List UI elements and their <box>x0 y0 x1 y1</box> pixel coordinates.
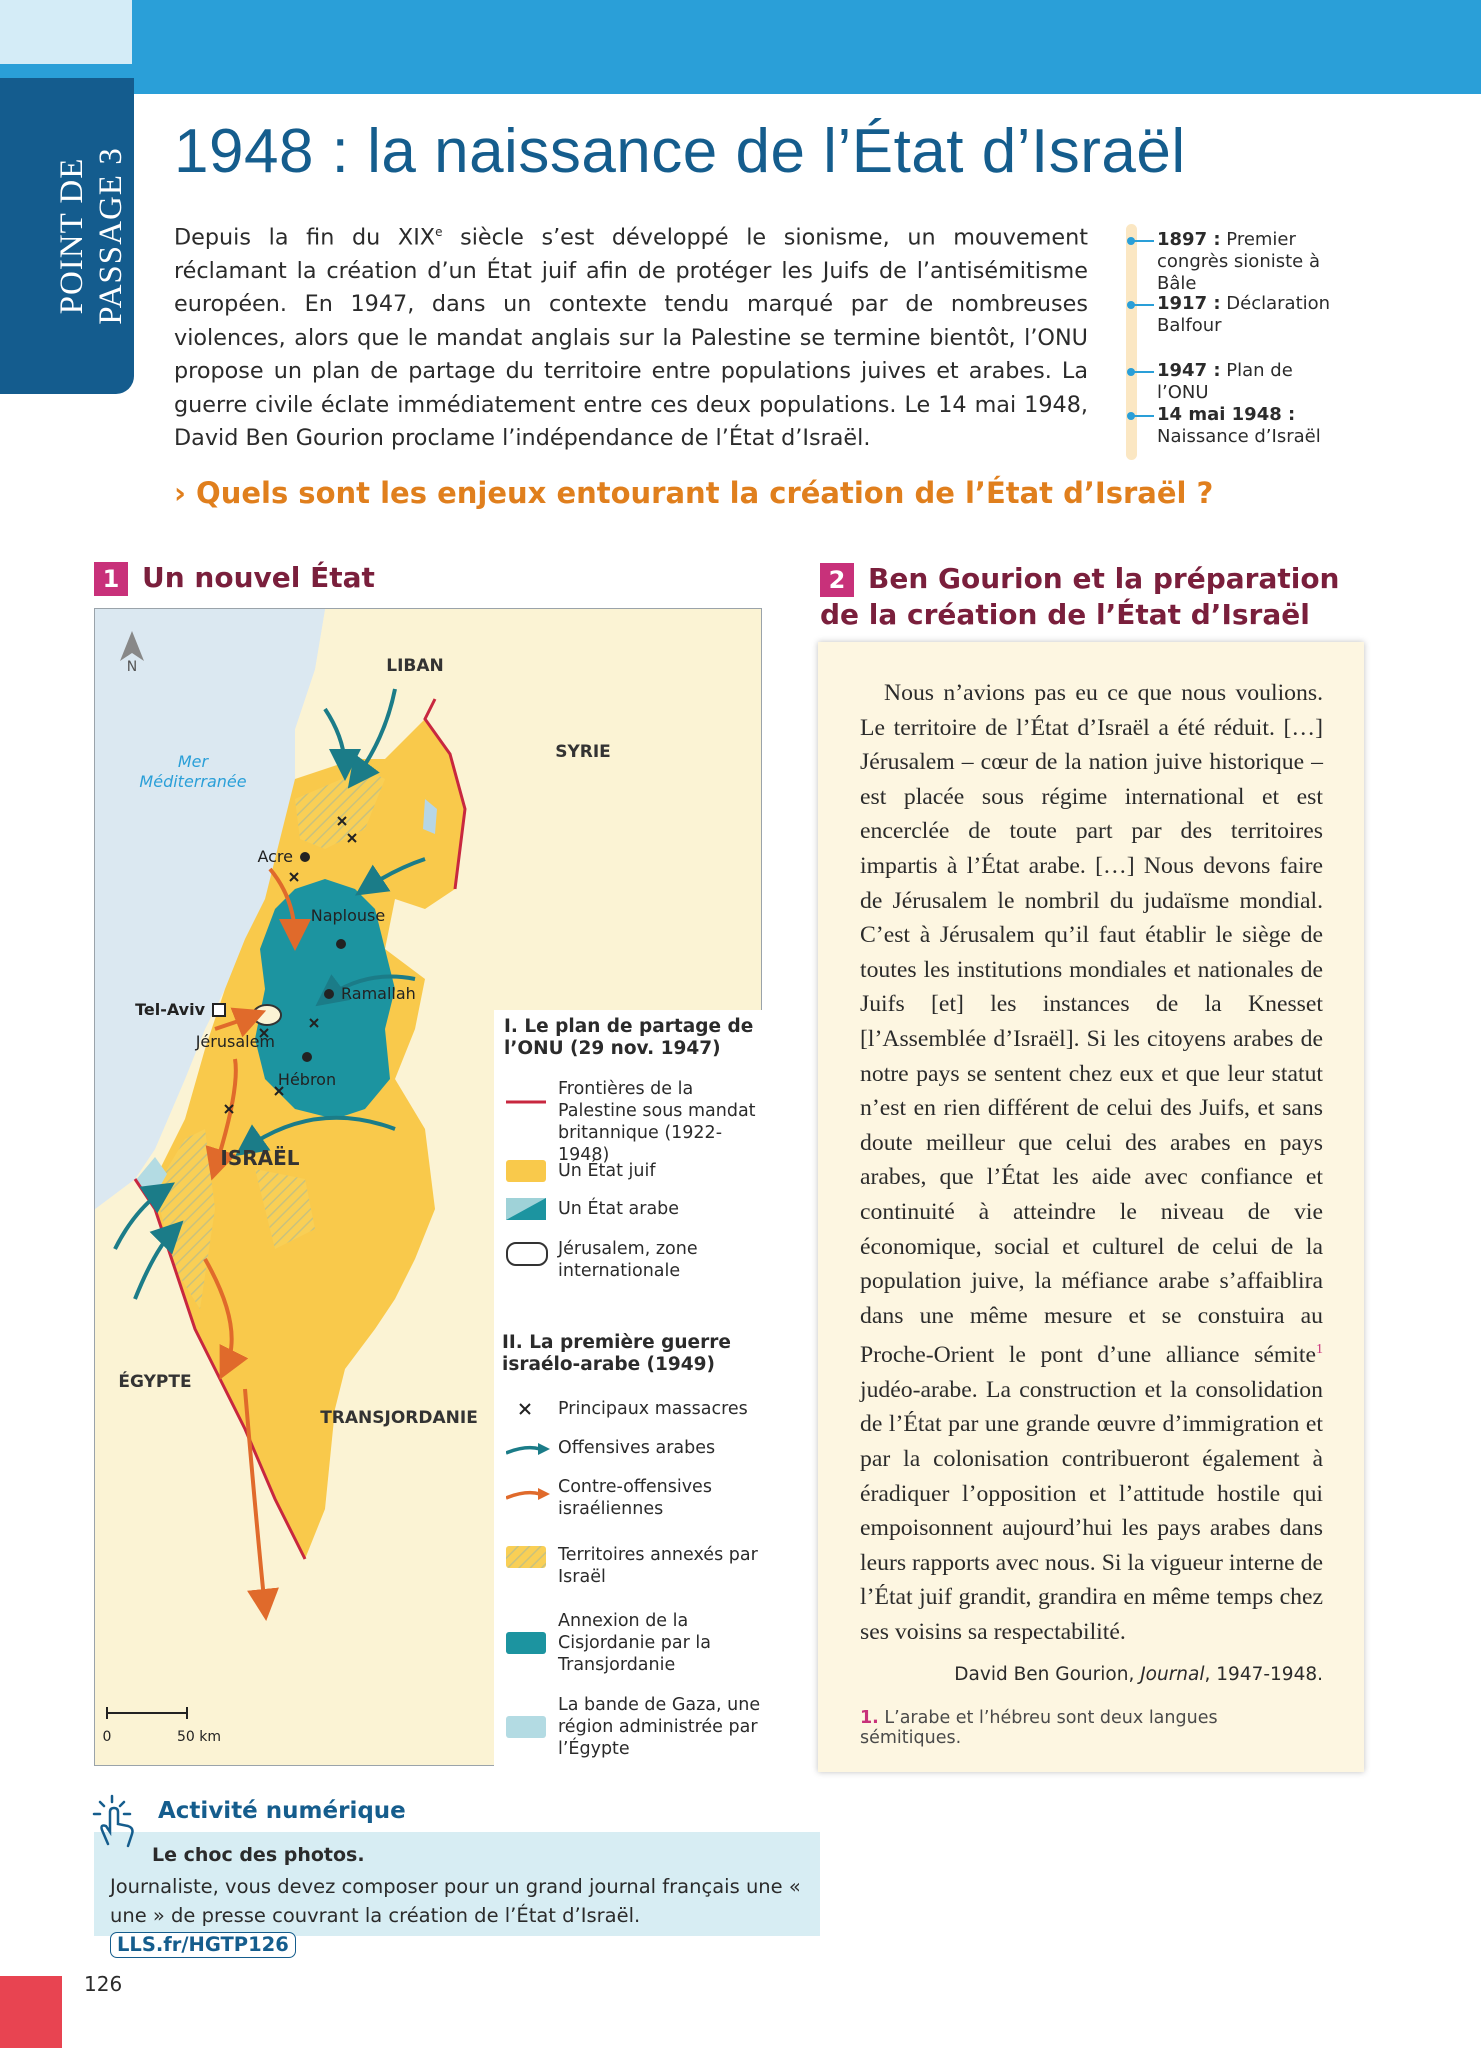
page-number: 126 <box>84 1972 123 1996</box>
footnote-ref: 1 <box>1316 1342 1323 1358</box>
timeline-text: Naissance d’Israël <box>1157 426 1321 447</box>
label-acre: Acre <box>257 847 293 866</box>
quote-source <box>860 1664 1323 1685</box>
activity-subtitle: Le choc des photos. <box>152 1844 365 1866</box>
timeline-item <box>1130 360 1350 404</box>
legend-border-symbol <box>506 1098 546 1106</box>
label-sea2: Méditerranée <box>139 772 247 791</box>
legend-item-gaza <box>494 1694 762 1764</box>
top-banner-accent <box>0 0 132 64</box>
timeline-date: 1917 : <box>1157 293 1221 314</box>
activity-description: Journaliste, vous devez composer pour un grand journal français une « une » de presse couvrant la création de l’État d’Israël. <box>110 1875 801 1927</box>
legend-text: Principaux massacres <box>558 1399 748 1419</box>
intro-paragraph <box>174 216 1088 456</box>
quote-part1: Nous n’avions pas eu ce que nous voulions. Le territoire de l’État d’Israël a été réduit. […] Jérusalem – cœur de la nation juive historique – est placée sous régime international et est encerclée de toute part par des territoires impartis à l’État arabe. […] Nous devons faire de Jérusalem le nombril du judaïsme mondial. C’est à Jérusalem qu’il faut établir le siège de toutes les institutions mondiales et nationales de Juifs [et] les instances de la Knesset [l’Assemblée d’Israël]. Si les citoyens arabes de notre pays se sentent chez eux et que leur statut n’est en rien différent de celui des Juifs, et sans doute meilleur que celui des arabes en pays arabes, que l’État les aide avec confiance et continuité à atteindre le niveau de vie économique, social et culturel de celui de la population juive, la méfiance arabe s’affaiblira dans une même mesure et se constuira au Proche-Orient le pont d’une alliance sémite <box>860 680 1323 1369</box>
legend-arab-symbol <box>506 1198 546 1222</box>
footnote <box>860 1708 1323 1748</box>
scale-50: 50 km <box>176 1729 222 1745</box>
doc2-title-line2: de la création de l’État d’Israël <box>820 598 1310 631</box>
north-label: N <box>126 659 138 675</box>
doc1-number: 1 <box>94 562 128 596</box>
jerusalem-zone <box>253 1005 281 1025</box>
legend-item-annexed <box>494 1544 762 1590</box>
label-jerusalem: Jérusalem <box>195 1032 275 1051</box>
map-legend <box>494 1010 762 1766</box>
timeline-item <box>1130 229 1350 295</box>
timeline-item <box>1130 404 1350 448</box>
source-author: David Ben Gourion, <box>954 1664 1141 1685</box>
city-ramallah <box>324 989 334 999</box>
legend-text: Un État arabe <box>558 1199 680 1219</box>
page-title: 1948 : la naissance de l’État d’Israël <box>174 117 1186 186</box>
legend-gaza-symbol <box>506 1716 546 1740</box>
top-banner <box>0 0 1481 94</box>
legend-text: Annexion de la Cisjordanie par la Transjordanie <box>558 1611 711 1675</box>
label-hebron: Hébron <box>277 1070 337 1089</box>
key-question: › Quels sont les enjeux entourant la création de l’État d’Israël ? <box>174 476 1214 510</box>
section-tab-line2: PASSAGE 3 <box>93 147 129 325</box>
activity-title: Activité numérique <box>158 1798 406 1824</box>
legend-section2-title: II. La première guerre israélo-arabe (1949) <box>502 1332 731 1375</box>
footnote-number: 1. <box>860 1708 879 1728</box>
city-telaviv <box>213 1004 225 1016</box>
label-egypte: ÉGYPTE <box>118 1372 192 1392</box>
quote-part2: judéo-arabe. La construction et la consolidation de l’État par une grande œuvre d’immigration et par la colonisation contribueront également à éradiquer l’opposition et l’attitude hostile qui empoisonnent aujourd’hui les pays arabes dans leurs rapports avec nous. Si la vigueur interne de l’État juif grandit, grandira en même temps chez ses voisins sa respectabilité. <box>860 1376 1323 1645</box>
footnote-text: L’arabe et l’hébreu sont deux langues sémitiques. <box>860 1708 1218 1748</box>
intro-sup: e <box>435 225 443 239</box>
label-syrie: SYRIE <box>555 742 611 762</box>
label-transjordanie: TRANSJORDANIE <box>320 1408 478 1428</box>
timeline-date: 1897 : <box>1157 229 1221 250</box>
legend-text: Territoires annexés par Israël <box>558 1545 758 1587</box>
city-acre <box>300 852 310 862</box>
legend-text: Jérusalem, zone internationale <box>558 1239 698 1281</box>
section-tab-label <box>0 78 134 394</box>
timeline-text: Plan de l’ONU <box>1157 360 1293 403</box>
doc2-heading <box>820 561 1340 633</box>
legend-text: Un État juif <box>558 1161 656 1181</box>
label-liban: LIBAN <box>386 656 444 676</box>
label-israel: ISRAËL <box>220 1146 300 1170</box>
timeline-text: Déclaration Balfour <box>1157 293 1331 336</box>
legend-israeli-arrow-symbol <box>506 1486 550 1502</box>
legend-text: Offensives arabes <box>558 1438 716 1458</box>
label-telaviv: Tel-Aviv <box>135 1000 205 1019</box>
label-naplouse: Naplouse <box>310 906 386 925</box>
city-hebron <box>302 1052 312 1062</box>
touch-hand-icon <box>84 1790 140 1852</box>
legend-cisjordanie-symbol <box>506 1632 546 1656</box>
timeline-date: 14 mai 1948 : <box>1157 404 1296 425</box>
doc1-title: Un nouvel État <box>142 561 375 594</box>
legend-annexed-symbol <box>506 1546 546 1570</box>
legend-jerusalem-symbol <box>506 1242 548 1268</box>
source-years: , 1947-1948. <box>1204 1664 1323 1685</box>
source-work: Journal <box>1140 1664 1205 1685</box>
page-color-tab <box>0 1976 62 2048</box>
intro-part2: siècle s’est développé le sionisme, un mouvement réclamant la création d’un État juif afin de protéger les Juifs de l’antisémitisme européen. En 1947, dans un contexte tendu marqué par de nombreuses violences, alors que le mandat anglais sur la Palestine se termine bientôt, l’ONU propose un plan de partage du territoire entre populations juives et arabes. La guerre civile éclate immédiatement entre ces deux populations. Le 14 mai 1948, David Ben Gourion proclame l’indépendance de l’État d’Israël. <box>174 224 1088 452</box>
doc2-number: 2 <box>820 563 854 597</box>
activity-text <box>110 1872 810 1959</box>
legend-section1-title: I. Le plan de partage de l’ONU (29 nov. 1947) <box>504 1016 754 1059</box>
timeline-text: Premier congrès sioniste à Bâle <box>1157 229 1320 294</box>
legend-text: La bande de Gaza, une région administrée par l’Égypte <box>558 1695 761 1759</box>
legend-arab-arrow-symbol <box>506 1441 550 1457</box>
intro-part1: Depuis la fin du XIX <box>174 224 436 251</box>
legend-text: Contre-offensives israéliennes <box>558 1477 712 1519</box>
label-ramallah: Ramallah <box>341 984 416 1003</box>
activity-link[interactable]: LLS.fr/HGTP126 <box>110 1932 296 1958</box>
scale-zero: 0 <box>102 1729 112 1745</box>
legend-jewish-symbol <box>506 1160 546 1184</box>
city-naplouse <box>336 939 346 949</box>
quote-text <box>860 676 1323 1650</box>
legend-item-cisjordanie <box>494 1610 762 1680</box>
timeline-item <box>1130 293 1350 337</box>
section-tab-line1: POINT DE <box>54 157 90 315</box>
legend-massacre-symbol <box>506 1402 546 1418</box>
legend-item-israeli-counteroffensives <box>494 1476 762 1522</box>
legend-item-mandate-border <box>494 1078 762 1165</box>
timeline-date: 1947 : <box>1157 360 1221 381</box>
legend-text: Frontières de la Palestine sous mandat britannique (1922-1948) <box>558 1079 756 1165</box>
doc2-title-line1: Ben Gourion et la préparation <box>868 562 1340 595</box>
label-sea: Mer <box>177 752 209 771</box>
doc1-heading <box>94 561 375 596</box>
